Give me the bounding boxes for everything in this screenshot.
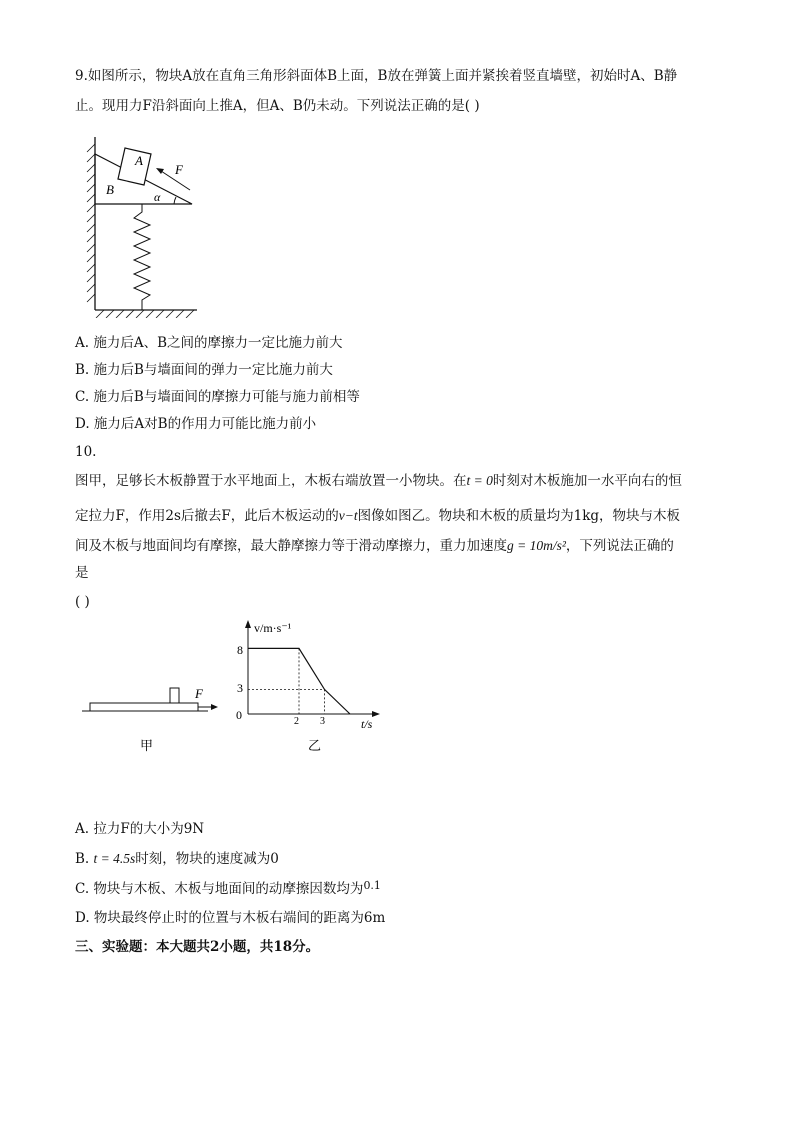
- q9-option-d: D. 施力后A对B的作用力可能比施力前小: [75, 416, 317, 432]
- q10-stem-line-3: 间及木板与地面间均有摩擦，最大静摩擦力等于滑动摩擦力，重力加速度g = 10m/s²，下列说法正确的: [75, 538, 674, 554]
- q10-number: 10.: [75, 444, 97, 460]
- small-block: [170, 688, 179, 703]
- q10-figure-yi: [228, 618, 388, 763]
- label-alpha: α: [154, 190, 161, 204]
- yi-origin: 0: [236, 708, 242, 722]
- q10-option-a: A. 拉力F的大小为9N: [75, 821, 205, 837]
- label-a: A: [135, 153, 143, 168]
- spring: [134, 204, 150, 310]
- yi-caption: 乙: [308, 738, 322, 753]
- yi-ylabel: v/m·s⁻¹: [254, 621, 292, 635]
- q10-answer-paren: ( ): [75, 594, 90, 610]
- q10-stem-line-1: 图甲，足够长木板静置于水平地面上，木板右端放置一小物块。在t = 0时刻对木板施加一水平向右的恒: [75, 473, 682, 489]
- jia-caption: 甲: [140, 738, 154, 753]
- q9-option-c: C. 施力后B与墙面间的摩擦力可能与施力前相等: [75, 389, 360, 405]
- label-f: F: [175, 162, 183, 177]
- board: [90, 703, 198, 711]
- section-3-heading: 三、实验题：本大题共2小题，共18分。: [75, 939, 320, 955]
- yi-ytick-8: 8: [237, 643, 243, 657]
- label-b: B: [106, 182, 114, 197]
- jia-label-f: F: [195, 686, 203, 701]
- q9-option-a: A. 施力后A、B之间的摩擦力一定比施力前大: [75, 335, 343, 351]
- q9-stem-line-2: 止。现用力F沿斜面向上推A，但A、B仍未动。下列说法正确的是( ): [75, 98, 480, 114]
- q9-stem-line-1: 9.如图所示，物块A放在直角三角形斜面体B上面，B放在弹簧上面并紧挨着竖直墙壁，初始时A、B静: [75, 68, 678, 84]
- yi-xtick-3: 3: [320, 716, 325, 727]
- q10-stem-line-4: 是: [75, 565, 89, 581]
- q10-option-b: B. t = 4.5s时刻，物块的速度减为0: [75, 851, 279, 867]
- yi-ytick-3: 3: [237, 681, 243, 695]
- yi-xtick-2: 2: [294, 716, 299, 727]
- q9-option-b: B. 施力后B与墙面间的弹力一定比施力前大: [75, 362, 333, 378]
- q10-option-d: D. 物块最终停止时的位置与木板右端间的距离为6m: [75, 910, 386, 926]
- q10-figure-jia: [78, 680, 218, 760]
- q10-stem-line-2: 定拉力F，作用2s后撤去F，此后木板运动的v−t图像如图乙。物块和木板的质量均为1kg，物块与木板: [75, 508, 681, 524]
- yi-xlabel: t/s: [361, 717, 373, 731]
- q10-option-c: C. 物块与木板、木板与地面间的动摩擦因数均为$^{0.1}$: [75, 879, 381, 897]
- q9-figure: [82, 132, 202, 318]
